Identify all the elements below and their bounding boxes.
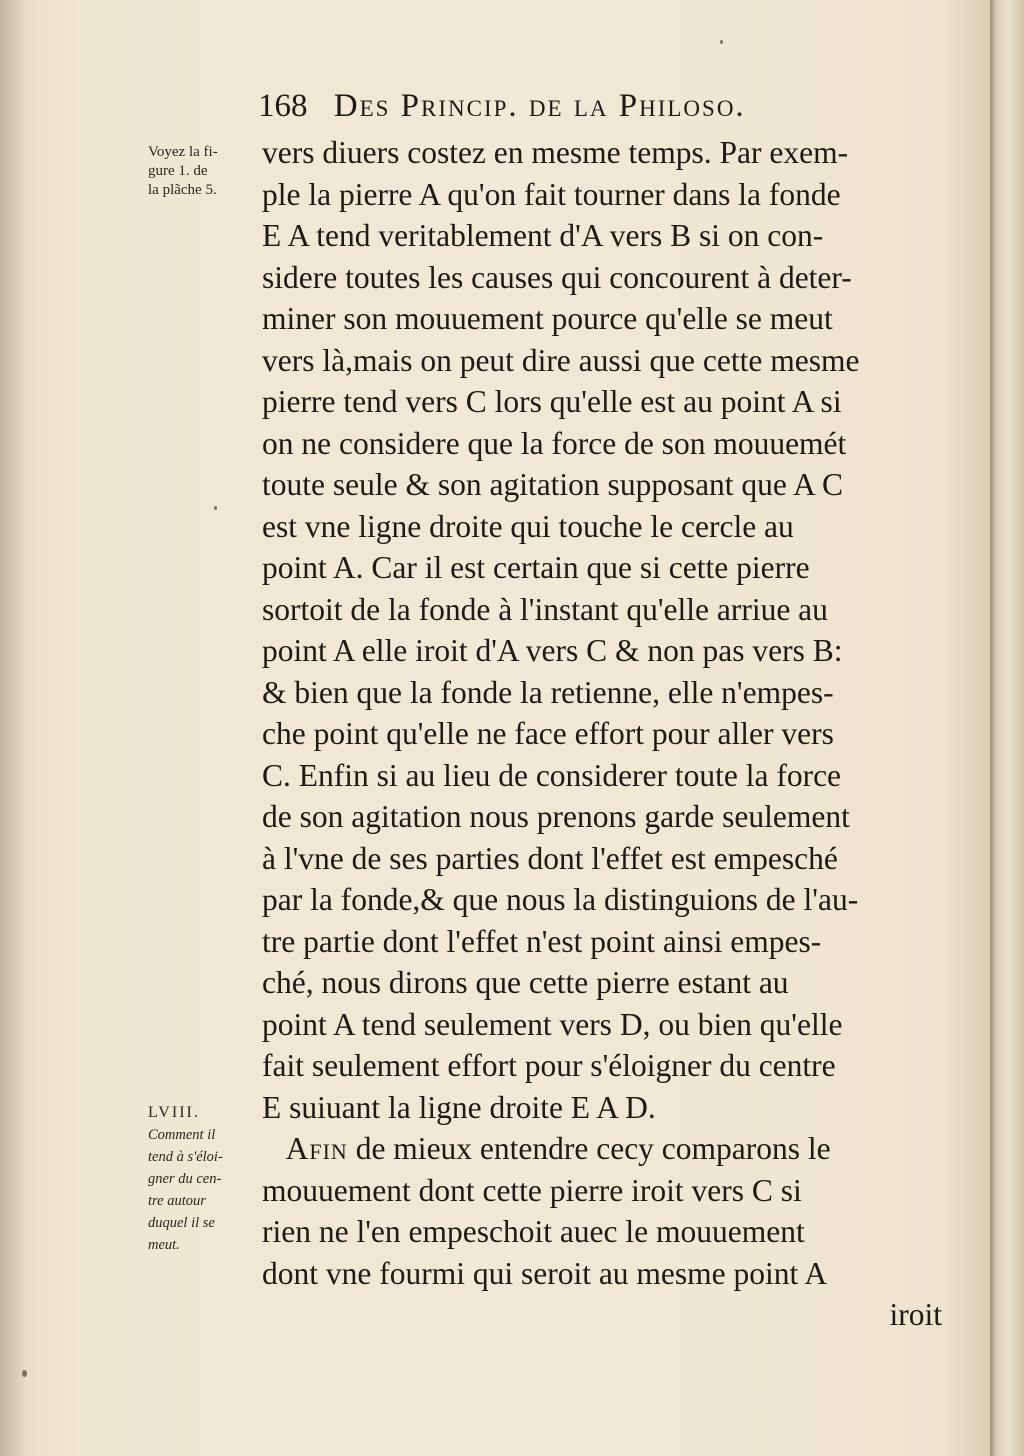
text-line: che point qu'elle ne face effort pour aller vers [262,716,834,751]
page-header [258,88,938,125]
page-number: 168 [258,88,308,124]
margin-note-line: Voyez la fi- [148,144,218,160]
paper-speck [22,1370,27,1377]
text-line: E A tend veritablement d'A vers B si on con- [262,218,824,253]
margin-note-line: la plãche 5. [148,182,217,198]
margin-note-line: Comment il [148,1127,216,1143]
margin-note-figure-reference [148,143,260,200]
text-line: vers diuers costez en mesme temps. Par exem- [262,135,849,170]
spine-shadow [0,0,28,1456]
main-text [262,132,942,1336]
text-line: on ne considere que la force de son mouuemét [262,425,847,461]
text-line: par la fonde,& que nous la distinguions de l'au- [262,882,859,917]
text-line: ché, nous dirons que cette pierre estant au [262,965,789,1000]
text-line: fait seulement effort pour s'éloigner du centre [262,1048,836,1083]
text-line: point A tend seulement vers D, ou bien qu'elle [262,1006,843,1042]
running-title: Des Princip. de la Philoso. [333,88,746,124]
text-line: C. Enfin si au lieu de considerer toute la force [262,757,842,793]
text-line: E suiuant la ligne droite E A D. [262,1089,656,1125]
text-line: pierre tend vers C lors qu'elle est au point A si [262,384,842,419]
text-line: toute seule & son agitation supposant que A C [262,467,843,502]
next-page-edge [990,0,1024,1456]
text-line: miner son mouuement pource qu'elle se meut [262,301,833,336]
margin-note-line: tre autour [148,1193,206,1209]
text-line: point A elle iroit d'A vers C & non pas vers B: [262,633,843,668]
text-line: de son agitation nous prenons garde seulement [262,799,850,834]
text-line: point A. Car il est certain que si cette pierre [262,550,810,585]
paragraph-initial: Afin [285,1131,348,1166]
text-line: rien ne l'en empeschoit auec le mouuement [262,1214,805,1249]
text-line: mouuement dont cette pierre iroit vers C si [262,1172,802,1208]
text-line: & bien que la fonde la retienne, elle n'empes- [262,674,834,710]
text-line: sortoit de la fonde à l'instant qu'elle arriue au [262,591,828,627]
margin-note-line: gner du cen- [148,1171,222,1187]
text-line: sidere toutes les causes qui concourent à deter- [262,259,852,295]
margin-note-line: duquel il se [148,1215,215,1231]
catchword: iroit [889,1297,942,1332]
paragraph-first-line [262,1128,942,1170]
margin-note-line: tend à s'éloi- [148,1149,223,1165]
text-line: ple la pierre A qu'on fait tourner dans la fonde [262,176,841,212]
text-run: de mieux entendre cecy comparons le [347,1131,831,1166]
text-line: tre partie dont l'effet n'est point ainsi empes- [262,923,822,959]
paper-speck [720,40,723,44]
text-line: vers là,mais on peut dire aussi que cette mesme [262,342,860,378]
margin-note-line: meut. [148,1237,180,1253]
text-line: dont vne fourmi qui seroit au mesme point A [262,1255,828,1291]
text-line: à l'vne de ses parties dont l'effet est empesché [262,840,838,876]
text-line: est vne ligne droite qui touche le cercle au [262,508,794,544]
margin-note-section-58 [148,1102,260,1256]
margin-note-line: gure 1. de [148,163,208,179]
section-number: LVIII. [148,1104,200,1121]
paper-speck [214,506,217,510]
